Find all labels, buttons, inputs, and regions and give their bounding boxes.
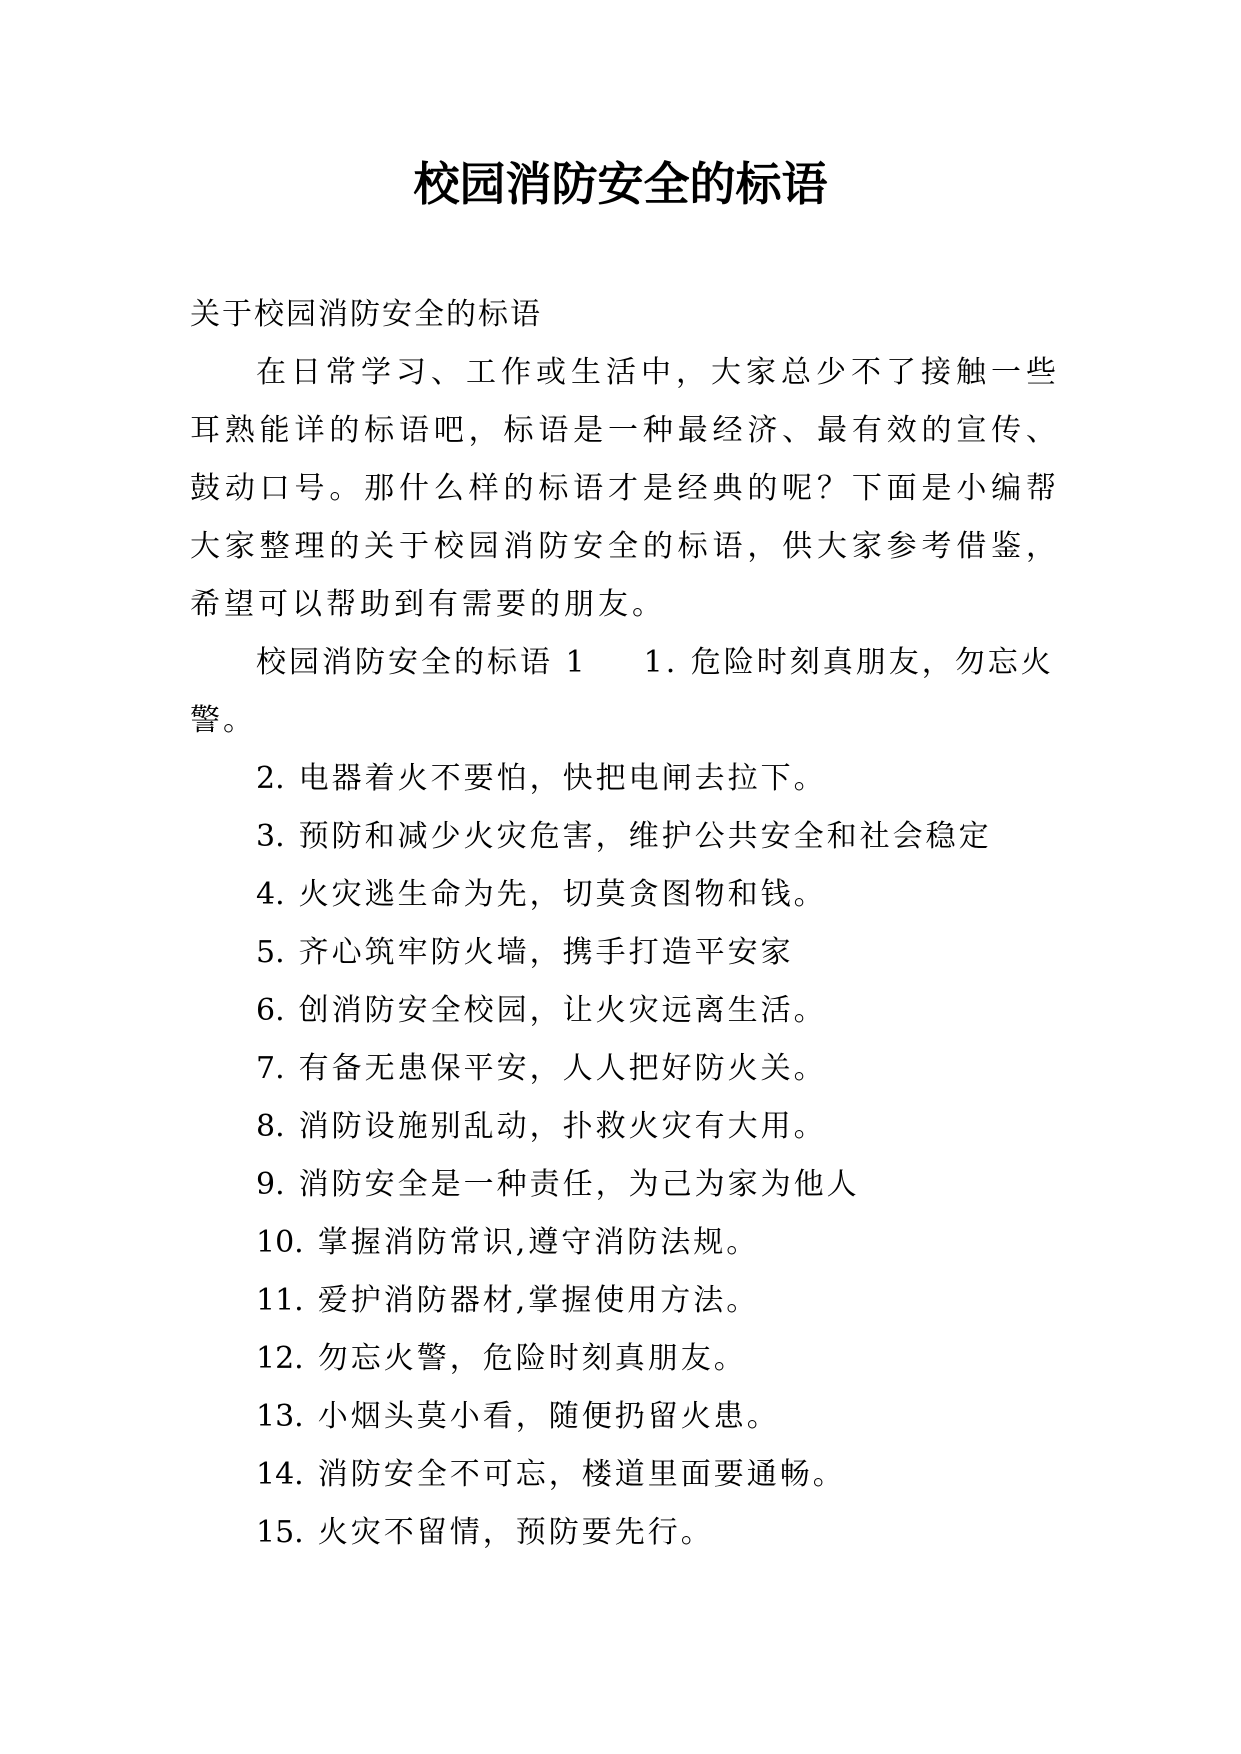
slogan-number: 13. <box>256 1399 304 1434</box>
slogan-number: 2. <box>256 761 285 796</box>
slogan-item <box>190 1156 1060 1214</box>
slogan-item <box>190 750 1060 808</box>
document-body <box>190 286 1060 1562</box>
slogan-text: 消防安全不可忘，楼道里面要通畅。 <box>317 1457 846 1492</box>
slogan-item <box>190 1446 1060 1504</box>
slogan-number: 15. <box>256 1515 304 1550</box>
slogan-text: 有备无患保平安，人人把好防火关。 <box>298 1051 827 1086</box>
slogan-number: 9. <box>256 1167 285 1202</box>
slogan-text: 消防设施别乱动，扑救火灾有大用。 <box>298 1109 827 1144</box>
slogan-item <box>190 1330 1060 1388</box>
slogan-number: 11. <box>256 1283 304 1318</box>
slogan-text: 爱护消防器材,掌握使用方法。 <box>317 1283 760 1318</box>
slogan-text: 齐心筑牢防火墙，携手打造平安家 <box>298 935 794 970</box>
slogan-number: 14. <box>256 1457 304 1492</box>
slogan-item <box>190 808 1060 866</box>
slogan-item <box>190 1388 1060 1446</box>
slogan-text: 预防和减少火灾危害，维护公共安全和社会稳定 <box>298 819 992 854</box>
slogan-item <box>190 1098 1060 1156</box>
slogan-text: 小烟头莫小看，随便扔留火患。 <box>317 1399 780 1434</box>
slogan-item <box>190 982 1060 1040</box>
slogan-item <box>190 1504 1060 1562</box>
document-title: 校园消防安全的标语 <box>413 157 828 211</box>
slogan-text: 危险时刻真朋友，勿忘火警。 <box>190 645 1054 738</box>
slogan-item <box>190 1214 1060 1272</box>
slogan-item <box>190 924 1060 982</box>
slogan-list <box>190 750 1060 1562</box>
slogan-number: 6. <box>256 993 285 1028</box>
slogan-number: 8. <box>256 1109 285 1144</box>
slogan-item <box>190 1040 1060 1098</box>
slogan-text: 火灾逃生命为先，切莫贪图物和钱。 <box>298 877 827 912</box>
slogan-text: 火灾不留情，预防要先行。 <box>317 1515 714 1550</box>
slogan-number: 12. <box>256 1341 304 1376</box>
slogan-item <box>190 1272 1060 1330</box>
intro-paragraph: 在日常学习、工作或生活中，大家总少不了接触一些耳熟能详的标语吧，标语是一种最经济、最有效的宣传、鼓动口号。那什么样的标语才是经典的呢？下面是小编帮大家整理的关于校园消防安全的标语，供大家参考借鉴，希望可以帮助到有需要的朋友。 <box>190 355 1060 622</box>
slogan-item <box>190 866 1060 924</box>
slogan-number: 4. <box>256 877 285 912</box>
slogan-text: 创消防安全校园，让火灾远离生活。 <box>298 993 827 1028</box>
section-heading: 校园消防安全的标语 1 <box>256 645 588 680</box>
section-line <box>190 634 1060 750</box>
slogan-text: 电器着火不要怕，快把电闸去拉下。 <box>298 761 827 796</box>
slogan-number: 5. <box>256 935 285 970</box>
slogan-number: 10. <box>256 1225 304 1260</box>
slogan-number: 7. <box>256 1051 285 1086</box>
slogan-text: 勿忘火警，危险时刻真朋友。 <box>317 1341 747 1376</box>
document-subtitle: 关于校园消防安全的标语 <box>190 297 542 332</box>
slogan-text: 掌握消防常识,遵守消防法规。 <box>317 1225 760 1260</box>
slogan-number: 3. <box>256 819 285 854</box>
slogan-number: 1. <box>643 645 679 680</box>
slogan-text: 消防安全是一种责任，为己为家为他人 <box>298 1167 860 1202</box>
